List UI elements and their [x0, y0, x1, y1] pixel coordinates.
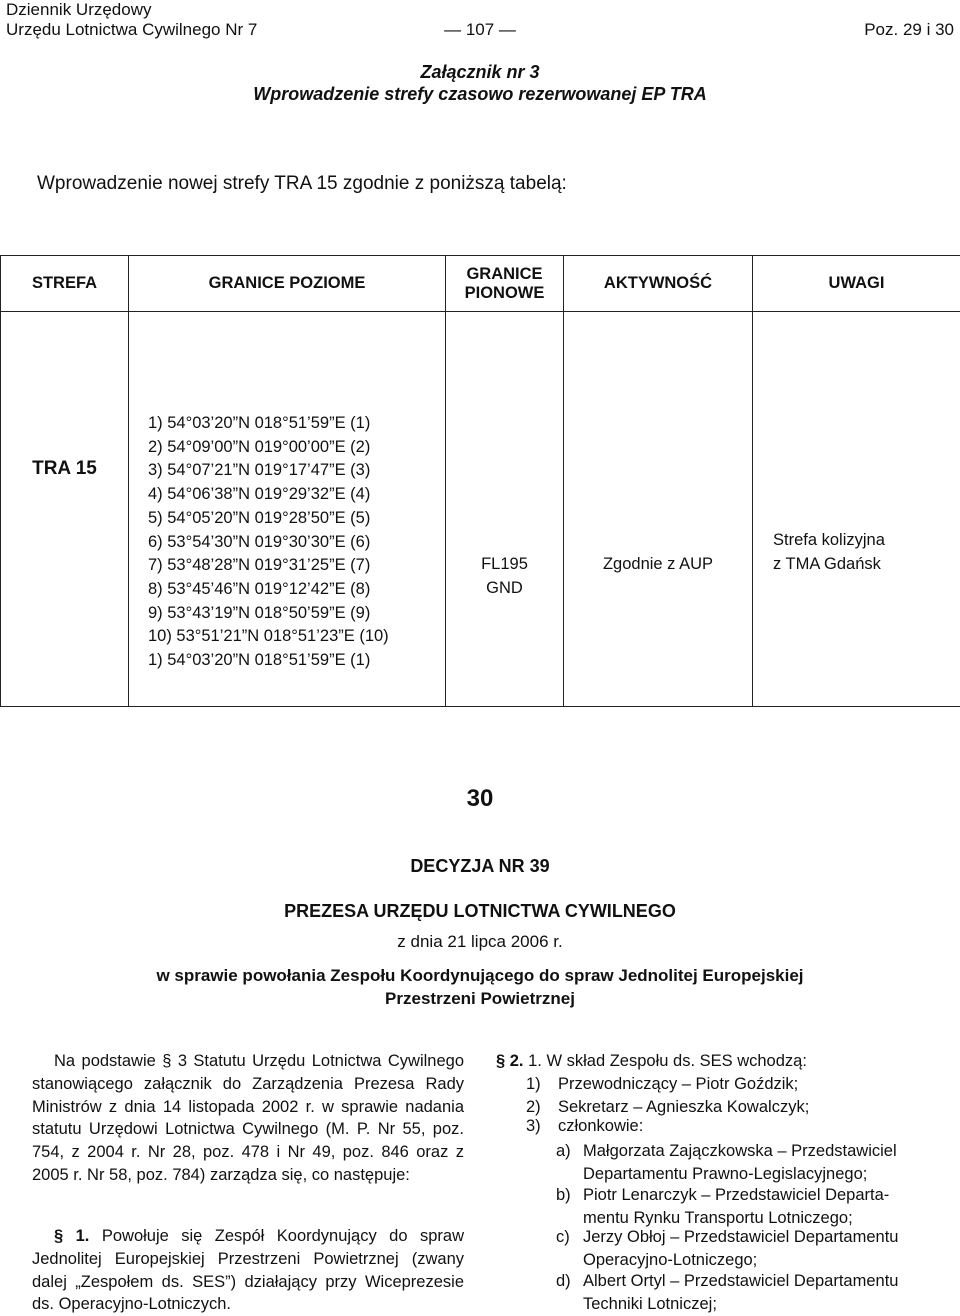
- decision-subject-line1: w sprawie powołania Zespołu Koordynującego do spraw Jednolitej Europejskiej: [0, 966, 960, 986]
- vertical-upper-limit: FL195: [446, 553, 563, 577]
- remarks-line: z TMA Gdańsk: [773, 553, 885, 577]
- list-item-number: 3): [526, 1117, 541, 1135]
- coordinate-point: 2) 54°09’00”N 019°00’00”E (2): [148, 436, 389, 460]
- decision-issuer: PREZESA URZĘDU LOTNICTWA CYWILNEGO: [0, 901, 960, 922]
- coordinate-point: 6) 53°54’30”N 019°30’30”E (6): [148, 531, 389, 555]
- list-item-text: Przewodniczący – Piotr Goździk;: [558, 1073, 798, 1096]
- member-letter: d): [556, 1272, 571, 1290]
- preamble-text: Na podstawie § 3 Statutu Urzędu Lotnictwa Cywilnego stanowiącego załącznik do Zarządzenia Prezesa Rady Ministrów z dnia 14 listopada 2002 r. w sprawie nadania statutu Urzędowi Lotnictwa Cywilnego (M. P. Nr 55, poz. 754, z 2004 r. Nr 28, poz. 478 i Nr 49, poz. 846 oraz z 2005 r. Nr 58, poz. 784) zarządza się, co następuje:: [32, 1052, 464, 1184]
- member-line: Operacyjno-Lotniczego;: [556, 1249, 757, 1272]
- page-number: — 107 —: [0, 20, 960, 40]
- member-line: Małgorzata Zajączkowska – Przedstawiciel: [583, 1140, 897, 1163]
- horizontal-limits-cell: [129, 312, 446, 707]
- member-entry: [556, 1140, 867, 1186]
- annex-subtitle: Wprowadzenie strefy czasowo rezerwowanej EP TRA: [0, 84, 960, 105]
- vertical-limits-cell: [446, 312, 564, 707]
- list-item-text: członkowie:: [558, 1115, 643, 1138]
- member-entry: [556, 1226, 757, 1272]
- member-line: Jerzy Obłoj – Przedstawiciel Departamentu: [583, 1226, 898, 1249]
- col-header-horizontal-limits: GRANICE POZIOME: [129, 256, 446, 312]
- coordinate-point: 8) 53°45’46”N 019°12’42”E (8): [148, 578, 389, 602]
- member-letter: a): [556, 1142, 571, 1160]
- member-letter: c): [556, 1228, 570, 1246]
- member-line: Departamentu Prawno-Legislacyjnego;: [556, 1163, 867, 1186]
- section-2-heading: [496, 1050, 807, 1073]
- col-header-zone: STREFA: [1, 256, 129, 312]
- coordinate-point: 10) 53°51’21”N 018°51’23”E (10): [148, 625, 389, 649]
- member-entry: [556, 1184, 853, 1230]
- section-1-label: § 1.: [54, 1227, 89, 1245]
- position-ref: Poz. 29 i 30: [864, 20, 954, 40]
- decision-number: 30: [0, 785, 960, 813]
- col-header-activity: AKTYWNOŚĆ: [564, 256, 753, 312]
- remarks-cell: [753, 312, 960, 707]
- table-row: [1, 312, 960, 707]
- annex-title: Załącznik nr 3: [0, 62, 960, 83]
- zone-cell: [1, 312, 129, 707]
- journal-title: Dziennik Urzędowy: [6, 0, 152, 20]
- coordinate-point: 5) 54°05’20”N 019°28’50”E (5): [148, 507, 389, 531]
- list-item-text: Sekretarz – Agnieszka Kowalczyk;: [558, 1096, 809, 1119]
- member-line: Albert Ortyl – Przedstawiciel Departamentu: [583, 1270, 898, 1293]
- decision-title: DECYZJA NR 39: [0, 856, 960, 877]
- member-line: Piotr Lenarczyk – Przedstawiciel Departa-: [583, 1184, 889, 1207]
- section-1-text: Powołuje się Zespół Koordynujący do spraw Jednolitej Europejskiej Przestrzeni Powietrznej (zwany dalej „Zespołem ds. SES”) działający przy Wiceprezesie ds. Operacyjno-Lotniczych.: [32, 1227, 464, 1313]
- member-entry: [556, 1270, 717, 1316]
- col-header-vertical-limits: [446, 256, 564, 312]
- list-item-number: 2): [526, 1098, 541, 1116]
- table-header-row: [1, 256, 960, 312]
- coordinate-point: 1) 54°03’20”N 018°51’59”E (1): [148, 649, 389, 673]
- member-line: Techniki Lotniczej;: [556, 1293, 717, 1316]
- col-header-vertical-limits-text: GRANICE PIONOWE: [460, 265, 550, 303]
- remarks-line: Strefa kolizyjna: [773, 529, 885, 553]
- member-line: mentu Rynku Transportu Lotniczego;: [556, 1207, 853, 1230]
- member-letter: b): [556, 1186, 571, 1204]
- zone-table: [0, 255, 960, 707]
- annex-intro: Wprowadzenie nowej strefy TRA 15 zgodnie z poniższą tabelą:: [37, 173, 567, 195]
- vertical-lower-limit: GND: [446, 577, 563, 601]
- section-2-label: § 2.: [496, 1052, 524, 1070]
- coordinate-point: 9) 53°43’19”N 018°50’59”E (9): [148, 602, 389, 626]
- activity-cell: [564, 312, 753, 707]
- list-item: [526, 1073, 541, 1096]
- coordinate-point: 7) 53°48’28”N 019°31’25”E (7): [148, 554, 389, 578]
- coordinate-list: [148, 412, 389, 673]
- journal-subtitle: Urzędu Lotnictwa Cywilnego Nr 7: [6, 20, 257, 40]
- coordinate-point: 3) 54°07’21”N 019°17’47”E (3): [148, 459, 389, 483]
- col-header-remarks: UWAGI: [753, 256, 960, 312]
- section-1-paragraph: [32, 1225, 464, 1316]
- decision-subject-line2: Przestrzeni Powietrznej: [0, 989, 960, 1009]
- remarks-value: [773, 529, 885, 576]
- list-item-number: 1): [526, 1075, 541, 1093]
- coordinate-point: 1) 54°03’20”N 018°51’59”E (1): [148, 412, 389, 436]
- activity-value: Zgodnie z AUP: [564, 553, 752, 577]
- list-item: [526, 1115, 541, 1138]
- decision-date: z dnia 21 lipca 2006 r.: [0, 932, 960, 952]
- zone-name: TRA 15: [1, 458, 128, 480]
- preamble-paragraph: [32, 1050, 464, 1187]
- coordinate-point: 4) 54°06’38”N 019°29’32”E (4): [148, 483, 389, 507]
- section-2-intro: 1. W skład Zespołu ds. SES wchodzą:: [528, 1052, 807, 1070]
